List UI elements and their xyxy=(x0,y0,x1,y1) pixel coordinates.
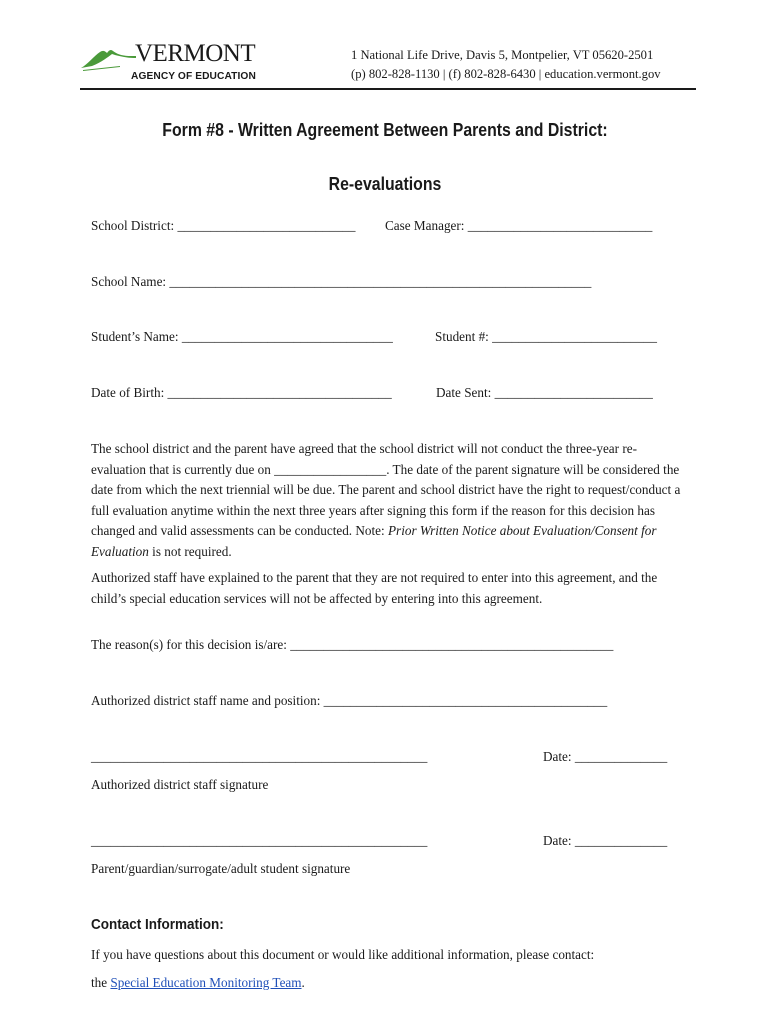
form-title: Form #8 - Written Agreement Between Parents and District: xyxy=(162,120,608,140)
prior-written-notice-reference: Prior Written Notice about Evaluation/Consent for Evaluation xyxy=(91,523,657,559)
staff-explanation-paragraph xyxy=(91,568,681,609)
logo-wordmark: VERMONT xyxy=(135,40,256,67)
parent-signature-line[interactable]: ___________________________________________________ xyxy=(91,833,428,848)
agency-address: 1 National Life Drive, Davis 5, Montpelier, VT 05620-2501 xyxy=(351,48,654,62)
date-sent-field[interactable]: Date Sent: ________________________ xyxy=(436,385,653,400)
staff-signature-label: Authorized district staff signature xyxy=(91,777,269,792)
reasons-field[interactable]: The reason(s) for this decision is/are: _________________________________________________ xyxy=(91,637,614,652)
contact-heading: Contact Information: xyxy=(91,916,224,933)
header-divider xyxy=(80,88,696,90)
case-manager-field[interactable]: Case Manager: ____________________________ xyxy=(385,218,653,233)
agreement-text: The school district and the parent have agreed that the school district will not conduct the three-year re-evaluation that is currently due on _________________. The date of the parent signature will be considered the date from which the next triennial will be due. The parent and school district have the right to request/conduct a full evaluation anytime within the next three years after signing this form if the reason for this decision has changed and valid assessments can be conducted. Note: xyxy=(91,441,681,538)
contact-team-line xyxy=(91,975,305,991)
student-number-field[interactable]: Student #: _________________________ xyxy=(435,329,657,344)
parent-signature-date[interactable]: Date: ______________ xyxy=(543,833,668,848)
school-district-field[interactable]: School District: ___________________________ xyxy=(91,218,356,233)
student-name-field[interactable]: Student’s Name: ________________________________ xyxy=(91,329,393,344)
contact-prefix: the xyxy=(91,975,111,990)
agreement-text-end: is not required. xyxy=(148,543,232,559)
agreement-paragraph xyxy=(91,439,681,562)
agency-contact-line: (p) 802-828-1130 | (f) 802-828-6430 | education.vermont.gov xyxy=(351,67,661,81)
monitoring-team-link[interactable]: Special Education Monitoring Team xyxy=(110,975,302,990)
form-subtitle: Re-evaluations xyxy=(328,174,442,194)
contact-suffix: . xyxy=(301,975,305,990)
logo-subtitle: AGENCY OF EDUCATION xyxy=(131,71,256,82)
staff-signature-line[interactable]: ___________________________________________________ xyxy=(91,749,428,764)
date-of-birth-field[interactable]: Date of Birth: __________________________________ xyxy=(91,385,392,400)
staff-explanation-text: Authorized staff have explained to the parent that they are not required to enter into this agreement, and the child’s special education services will not be affected by entering into this agreement. xyxy=(91,570,658,606)
contact-text: If you have questions about this document or would like additional information, please contact: xyxy=(91,947,595,962)
school-name-field[interactable]: School Name: ________________________________________________________________ xyxy=(91,274,592,289)
mountain-logo-icon xyxy=(80,42,136,72)
staff-signature-date[interactable]: Date: ______________ xyxy=(543,749,668,764)
staff-name-position-field[interactable]: Authorized district staff name and position: ___________________________________________ xyxy=(91,693,608,708)
vermont-logo xyxy=(80,40,256,86)
parent-signature-label: Parent/guardian/surrogate/adult student signature xyxy=(91,861,351,876)
